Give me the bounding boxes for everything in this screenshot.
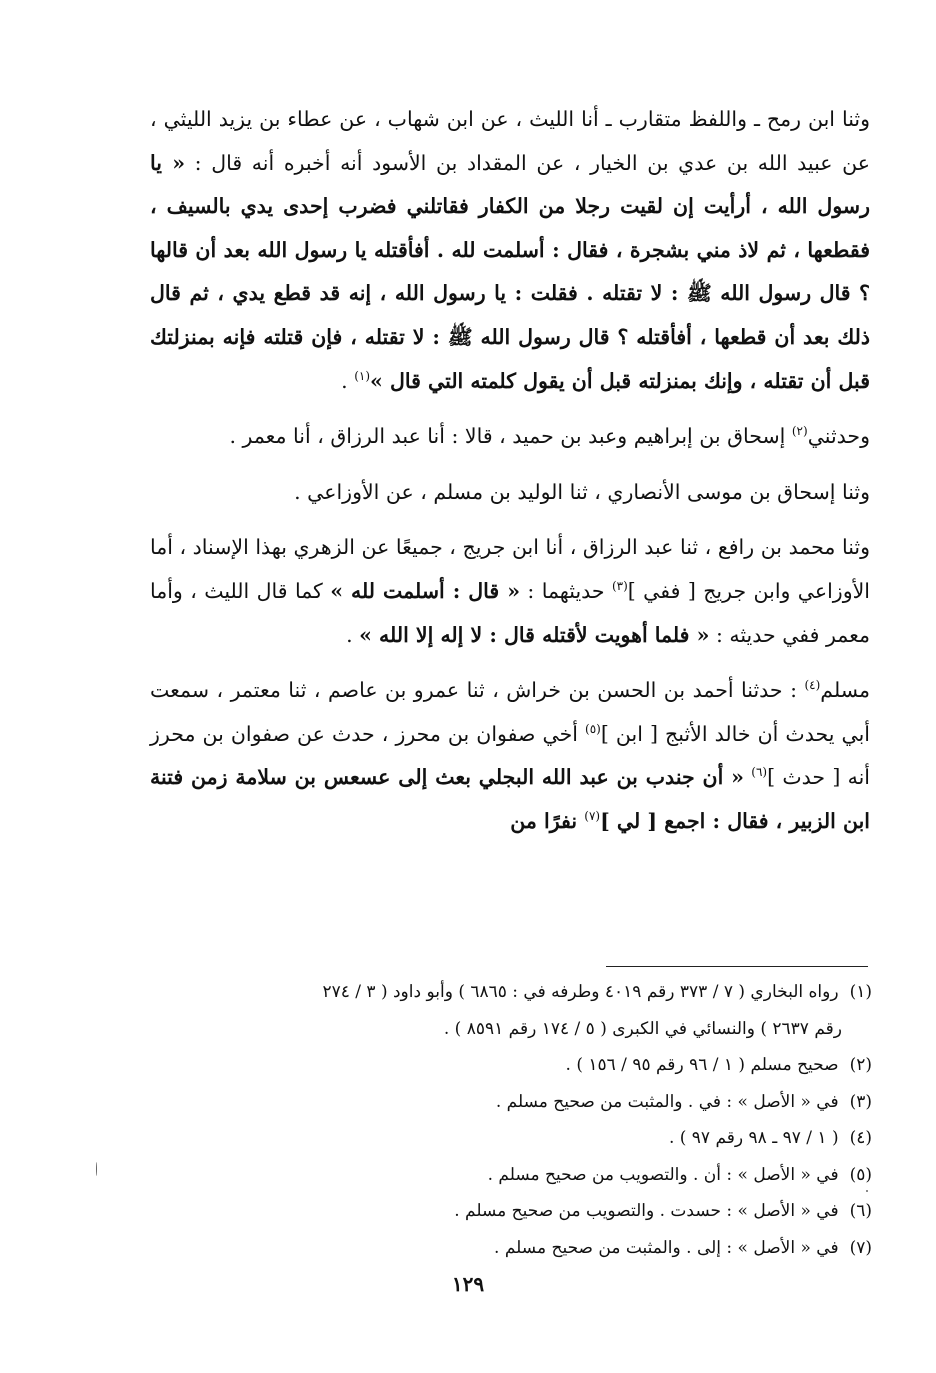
text-run: أخي صفوان بن محرز ، حدث عن صفوان بن محرز أنه [ حدث ] [150,721,870,790]
footnote-text: في « الأصل » : إلى . والمثبت من صحيح مسلم . [494,1237,839,1258]
footnote-number: (٥) [849,1164,872,1185]
bold-hadith-text: « يا رسول الله ، أرأيت إن لقيت رجلا من الكفار فقاتلني فضرب إحدى يدي بالسيف ، فقطعها ، ثم لاذ مني بشجرة ، فقال : أسلمت لله . أفأقتله يا رسول الله بعد أن قالها ؟ قال رسول الله ﷺ : لا تقتله . فقلت : يا رسول الله ، إنه قد قطع يدي ، ثم قال ذلك بعد أن قطعها ، أفأقتله ؟ قال رسول الله ﷺ : لا تقتله ، فإن قتلته فإنه بمنزلتك قبل أن تقتله ، وإنك بمنزلته قبل أن يقول كلمته التي قال » [150,150,870,393]
footnote-divider [606,966,868,967]
footnote-2 [150,1047,872,1084]
footnote-ref: (٦) [751,765,768,780]
bold-hadith-text: نفرًا من [510,808,585,833]
bold-hadith-text: « فلما أهويت لأقتله قال : لا إله إلا الله » [359,622,710,647]
footnote-ref: (٢) [791,424,808,439]
footnote-text: رقم ٢٦٣٧ ) والنسائي في الكبرى ( ٥ / ١٧٤ رقم ٨٥٩١ ) . [443,1018,842,1039]
text-run: وحدثني [807,424,870,449]
text-run: إسحاق بن إبراهيم وعبد بن حميد ، قالا : أنا عبد الرزاق ، أنا معمر . [229,424,792,449]
footnote-ref: (٣) [611,579,628,594]
footnote-text: في « الأصل » : في . والمثبت من صحيح مسلم . [495,1091,839,1112]
footnote-number: (٢) [849,1055,872,1075]
text-run: مسلم [820,678,870,703]
footnote-ref: (١) [354,368,371,383]
footnote-7 [150,1230,872,1267]
scan-speck [866,1190,868,1192]
footnote-number: (٤) [849,1128,872,1148]
footnote-6 [150,1193,872,1230]
footnote-ref: (٥) [585,721,601,736]
text-run: . [346,622,360,647]
footnote-number: (١) [849,982,872,1002]
paragraph-2 [150,415,870,459]
main-text [150,98,870,856]
footnotes [150,974,872,1266]
text-run: وثنا ابن رمح ـ واللفظ متقارب ـ أنا الليث ، عن ابن شهاب ، عن عطاء بن يزيد الليثي ، عن عبيد الله بن عدي بن الخيار ، عن المقداد بن الأسود أنه أخبره أنه قال : [150,107,870,175]
footnote-1 [150,974,872,1011]
text-run: : حدثنا أحمد بن الحسن بن خراش ، ثنا عمرو بن عاصم ، ثنا معتمر ، سمعت أبي يحدث أن خالد الأثبج [ ابن ] [150,678,870,746]
footnote-ref: (٤) [804,678,821,693]
text-run: كما قال الليث ، وأما معمر ففي حديثه : [150,578,870,647]
footnote-text: رواه البخاري ( ٧ / ٣٧٣ رقم ٤٠١٩ وطرفه في : ٦٨٦٥ ) وأبو داود ( ٣ / ٢٧٤ [322,982,839,1002]
footnote-3 [150,1084,872,1121]
paragraph-1 [150,98,870,403]
text-run: وثنا إسحاق بن موسى الأنصاري ، ثنا الوليد بن مسلم ، عن الأوزاعي . [294,479,870,504]
footnote-number: (٧) [849,1237,872,1258]
text-run: حديثهما : [520,578,612,603]
text-run: . [341,368,355,393]
footnote-text: صحيح مسلم ( ١ / ٩٦ رقم ٩٥ / ١٥٦ ) . [565,1055,839,1075]
footnote-ref: (٧) [584,809,601,824]
footnote-text: في « الأصل » : أن . والتصويب من صحيح مسلم . [487,1164,839,1185]
footnote-5 [150,1157,872,1194]
footnote-number: (٣) [849,1091,872,1112]
footnote-text: ( ١ / ٩٧ ـ ٩٨ رقم ٩٧ ) . [668,1128,839,1148]
bold-hadith-text: « قال : أسلمت لله » [330,578,521,603]
footnote-number: (٦) [849,1201,872,1221]
footnote-1-continued [150,1011,872,1048]
page-number: ١٢٩ [451,1272,485,1296]
bold-hadith-text: « أن جندب بن عبد الله البجلي بعث إلى عسعس بن سلامة زمن فتنة ابن الزبير ، فقال : اجمع [ لي ] [150,765,870,833]
paragraph-3 [150,471,870,515]
footnote-text: في « الأصل » : حسدت . والتصويب من صحيح مسلم . [454,1201,839,1221]
footnote-4 [150,1120,872,1157]
paragraph-5 [150,669,870,843]
text-run: وثنا محمد بن رافع ، ثنا عبد الرزاق ، أنا ابن جريج ، جميعًا عن الزهري بهذا الإسناد ، أما الأوزاعي وابن جريج [ ففي ] [150,535,870,603]
paragraph-4 [150,526,870,657]
scan-speck [96,1162,97,1176]
